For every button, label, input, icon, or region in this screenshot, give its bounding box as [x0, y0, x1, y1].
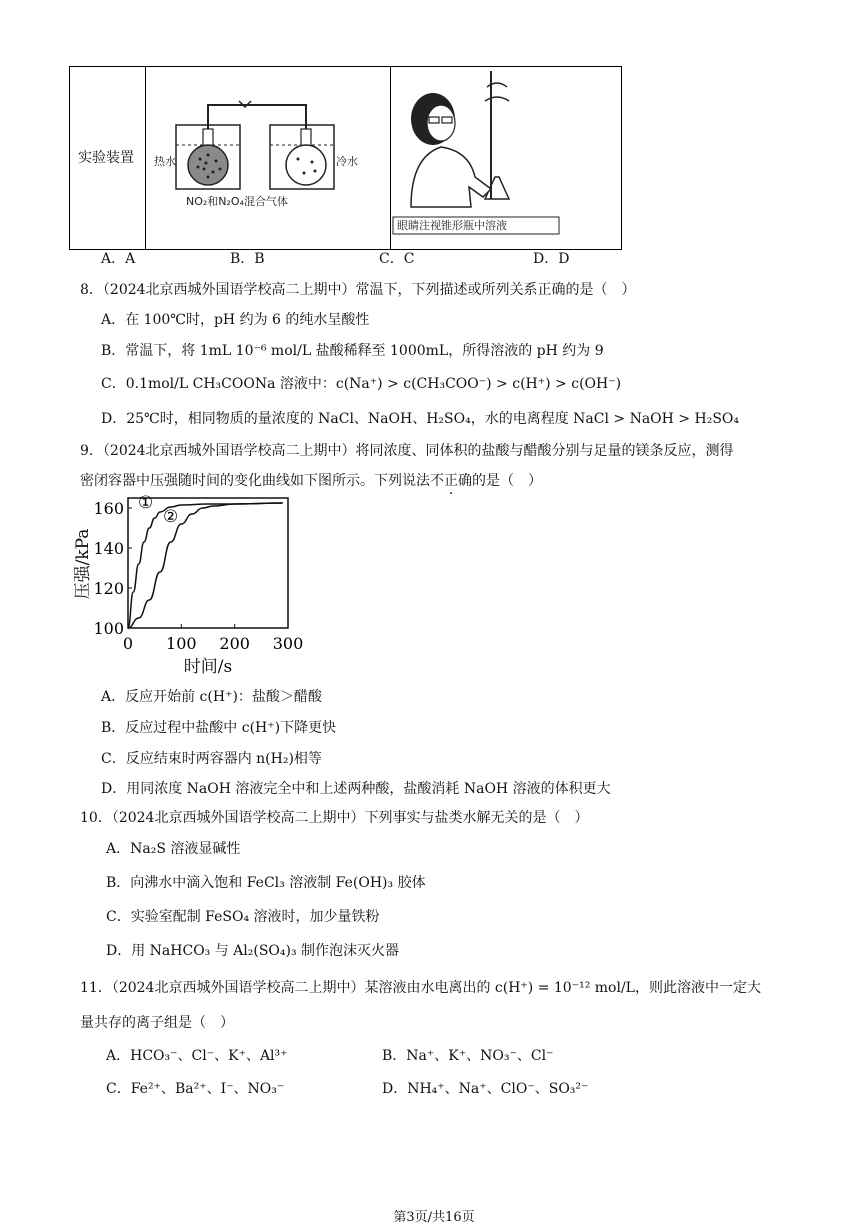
- no2-caption: NO₂和N₂O₄混合气体: [186, 195, 289, 208]
- y-tick-label: 160: [93, 499, 124, 518]
- q9-option-b: B．反应过程中盐酸中 c(H⁺)下降更快: [101, 720, 337, 736]
- titration-caption: 眼睛注视锥形瓶中溶液: [397, 219, 507, 232]
- q7-option-c: C．C: [379, 251, 415, 267]
- cold-water-label: 冷水: [336, 155, 358, 168]
- q9-stem-line1: 9．（2024北京西城外国语学校高二上期中）将同浓度、同体积的盐酸与醋酸分别与足量的镁条反应，测得: [80, 443, 734, 459]
- q11-stem-line1: 11．（2024北京西城外国语学校高二上期中）某溶液由水电离出的 c(H⁺) = 10⁻¹² mol/L，则此溶液中一定大: [80, 980, 761, 996]
- q10-option-d: D．用 NaHCO₃ 与 Al₂(SO₄)₃ 制作泡沫灭火器: [106, 943, 400, 959]
- series-label-1: ①: [137, 493, 154, 513]
- q9-stem-text: 密闭容器中压强随时间的变化曲线如下图所示。下列说法: [80, 473, 430, 489]
- titration-cell: [391, 67, 622, 250]
- q7-option-b: B．B: [230, 251, 265, 267]
- q11-stem-line2: 量共存的离子组是（ ）: [80, 1015, 234, 1031]
- q9-stem-line2: [80, 470, 542, 490]
- hot-water-label: 热水: [154, 155, 176, 168]
- q11-option-a: A．HCO₃⁻、Cl⁻、K⁺、Al³⁺: [106, 1048, 288, 1064]
- experiment-table: [69, 66, 622, 250]
- x-tick-label: 100: [166, 634, 197, 653]
- q8-option-d: D．25℃时，相同物质的量浓度的 NaCl、NaOH、H₂SO₄，水的电离程度 NaCl > NaOH > H₂SO₄: [101, 411, 740, 427]
- q8-stem: 8．（2024北京西城外国语学校高二上期中）常温下，下列描述或所列关系正确的是（ ）: [80, 282, 636, 298]
- series-label-2: ②: [163, 507, 179, 527]
- y-axis-label: 压强/kPa: [73, 528, 93, 600]
- q10-stem: 10．（2024北京西城外国语学校高二上期中）下列事实与盐类水解无关的是（ ）: [80, 810, 589, 826]
- pressure-time-chart: [72, 492, 312, 678]
- y-tick-label: 140: [93, 539, 124, 558]
- series-2-line: [128, 503, 283, 628]
- series-1-line: [128, 503, 283, 628]
- q11-option-d: D．NH₄⁺、Na⁺、ClO⁻、SO₃²⁻: [382, 1081, 589, 1097]
- q10-option-a: A．Na₂S 溶液显碱性: [106, 841, 241, 857]
- y-tick-label: 120: [93, 579, 124, 598]
- q11-option-b: B．Na⁺、K⁺、NO₃⁻、Cl⁻: [382, 1048, 554, 1064]
- q11-option-c: C．Fe²⁺、Ba²⁺、I⁻、NO₃⁻: [106, 1081, 285, 1097]
- q9-stem-tail: 的是（ ）: [472, 473, 542, 489]
- titration-drawing: [391, 67, 621, 245]
- q8-option-b: B．常温下，将 1mL 10⁻⁶ mol/L 盐酸稀释至 1000mL，所得溶液的 pH 约为 9: [101, 343, 604, 359]
- x-tick-label: 300: [272, 634, 304, 653]
- q7-option-d: D．D: [533, 251, 570, 267]
- q9-option-d: D．用同浓度 NaOH 溶液完全中和上述两种酸，盐酸消耗 NaOH 溶液的体积更大: [101, 781, 611, 797]
- q9-option-a: A．反应开始前 c(H⁺)：盐酸＞醋酸: [101, 689, 322, 705]
- table-row-label: 实验装置: [70, 67, 146, 250]
- plot-frame: [128, 498, 288, 628]
- q7-option-a: A．A: [101, 251, 136, 267]
- q10-option-b: B．向沸水中滴入饱和 FeCl₃ 溶液制 Fe(OH)₃ 胶体: [106, 875, 426, 891]
- no2-apparatus-cell: [146, 67, 391, 250]
- q8-option-c: C．0.1mol/L CH₃COONa 溶液中：c(Na⁺) > c(CH₃COO⁻) > c(H⁺) > c(OH⁻): [101, 376, 622, 392]
- x-tick-label: 0: [122, 634, 134, 653]
- page-footer: 第3页/共16页: [393, 1210, 475, 1225]
- x-tick-label: 200: [219, 634, 250, 653]
- no2-apparatus-drawing: [146, 67, 390, 245]
- q8-option-a: A．在 100℃时，pH 约为 6 的纯水呈酸性: [101, 312, 370, 328]
- q9-option-c: C．反应结束时两容器内 n(H₂)相等: [101, 751, 322, 767]
- q9-emphasis: 不正确: [430, 473, 472, 489]
- y-tick-label: 100: [93, 619, 124, 638]
- x-axis-label: 时间/s: [183, 657, 233, 677]
- q10-option-c: C．实验室配制 FeSO₄ 溶液时，加少量铁粉: [106, 909, 380, 925]
